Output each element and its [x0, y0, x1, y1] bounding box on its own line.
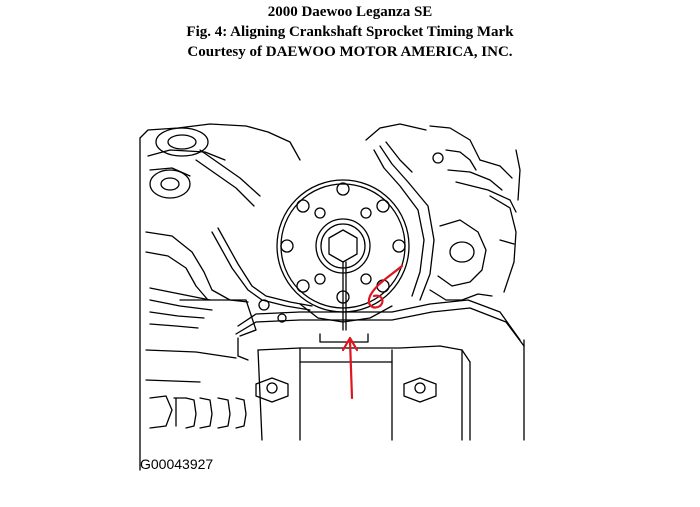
- figure-id: G00043927: [140, 456, 214, 472]
- oil-pan-body: [258, 350, 262, 440]
- water-pump-housing: [438, 220, 486, 286]
- idler-pulley-upper: [156, 128, 208, 156]
- tensioner-stud: [433, 153, 443, 163]
- sprocket-hole: [337, 183, 349, 195]
- housing-bolt: [259, 300, 269, 310]
- figure-title: Fig. 4: Aligning Crankshaft Sprocket Timing Mark: [186, 24, 514, 40]
- courtesy-line: Courtesy of DAEWOO MOTOR AMERICA, INC.: [187, 44, 513, 60]
- crankshaft-bolt-head: [329, 230, 357, 262]
- red-circle-arrow: [369, 266, 402, 308]
- drain-plug: [415, 383, 425, 393]
- red-up-arrow: [350, 340, 352, 398]
- idler-pulley-lower: [150, 170, 190, 198]
- engine-block-outline: [140, 124, 300, 160]
- vehicle-title: 2000 Daewoo Leganza SE: [267, 4, 433, 20]
